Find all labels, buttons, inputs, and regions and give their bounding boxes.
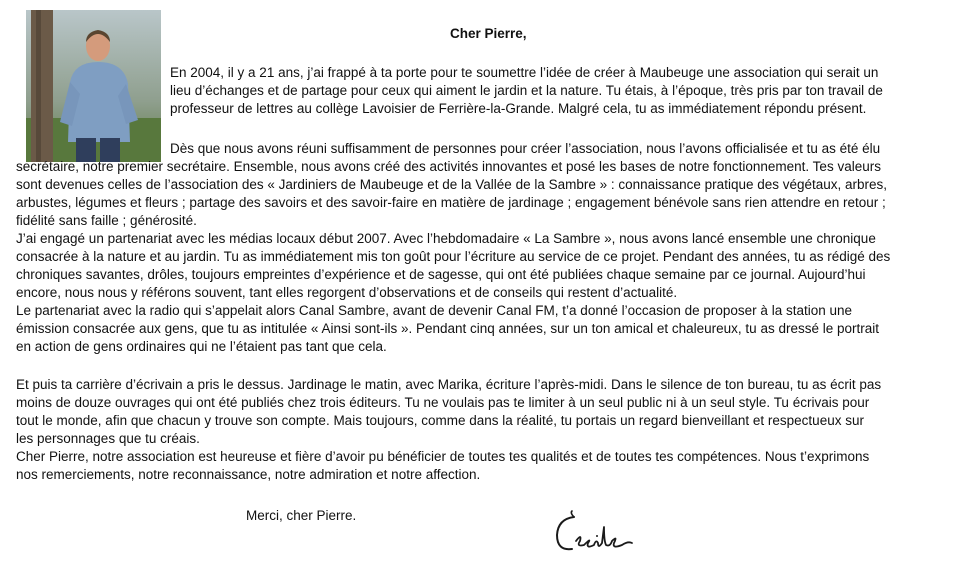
signature: [552, 505, 642, 563]
text-line: chroniques savantes, drôles, toujours empreintes d’expérience et de sagesse, qui ont été publiées chaque semaine par ce journal. Aujourd’hui: [16, 267, 866, 282]
text-line: consacrée à la nature et au jardin. Tu as immédiatement mis ton goût pour l’écriture au service de ce projet. Pendant des années, tu as rédigé des: [16, 249, 891, 264]
text-line: encore, nous nous y référons souvent, tant elles regorgent d’observations et de conseils qui restent d’actualité.: [16, 285, 678, 300]
text-line: J’ai engagé un partenariat avec les médias locaux début 2007. Avec l’hebdomadaire « La Sambre », nous avons lancé ensemble une chronique: [16, 231, 876, 246]
text-line: arbustes, légumes et fleurs ; partage des savoirs et des savoir-faire en matière de jardinage ; engagement bénévole sans rien attendre en retour ;: [16, 195, 886, 210]
text-line: moins de douze ouvrages qui ont été publiés chez trois éditeurs. Tu ne voulais pas te limiter à un seul public ni à un seul style. Tu écrivais pour: [16, 395, 870, 410]
text-line: secrétaire, notre premier secrétaire. Ensemble, nous avons créé des activités innovantes et posé les bases de notre fonctionnement. Tes valeurs: [16, 159, 881, 174]
portrait-illustration: [26, 10, 161, 162]
text-line: fidélité sans faille ; générosité.: [16, 213, 197, 228]
text-line: Le partenariat avec la radio qui s’appelait alors Canal Sambre, avant de devenir Canal FM, t’a donné l’occasion de proposer à la station une: [16, 303, 852, 318]
text-line: Et puis ta carrière d’écrivain a pris le dessus. Jardinage le matin, avec Marika, écriture l’après-midi. Dans le silence de ton bureau, tu as écrit pas: [16, 377, 882, 392]
text-line: En 2004, il y a 21 ans, j’ai frappé à ta porte pour te soumettre l’idée de créer à Maubeuge une association qui serait un: [170, 65, 879, 80]
text-line: lieu d’échanges et de partage pour ceux qui aiment le jardin et la nature. Tu étais, à l’époque, très pris par ton travail de: [170, 83, 883, 98]
text-line: Cher Pierre, notre association est heureuse et fière d’avoir pu bénéficier de toutes tes qualités et de toutes tes compétences. Nous t’exprimons: [16, 449, 870, 464]
handwritten-signature: [552, 505, 642, 563]
text-line: émission consacrée aux gens, que tu as intitulée « Ainsi sont-ils ». Pendant cinq années, sur un ton amical et chaleureux, tu as dressé le portrait: [16, 321, 879, 336]
text-line: les personnages que tu créais.: [16, 431, 200, 446]
text-line: professeur de lettres au collège Lavoisier de Ferrière-la-Grande. Malgré cela, tu as immédiatement répondu présent.: [170, 101, 867, 116]
closing-line: Merci, cher Pierre.: [246, 508, 357, 523]
salutation: Cher Pierre,: [450, 26, 527, 41]
text-line: Dès que nous avons réuni suffisamment de personnes pour créer l’association, nous l’avons officialisée et tu as été élu: [170, 141, 881, 156]
portrait-photo: [26, 10, 161, 162]
text-line: sont devenues celles de l’association des « Jardiniers de Maubeuge et de la Vallée de la Sambre » : connaissance pratique des végétaux, arbres,: [16, 177, 888, 192]
text-line: nos remerciements, notre reconnaissance, notre admiration et notre affection.: [16, 467, 481, 482]
text-line: tout le monde, afin que chacun y trouve son compte. Mais toujours, comme dans la réalité, tu portais un regard bienveillant et respectueux sur: [16, 413, 864, 428]
text-line: en action de gens ordinaires qui ne l’étaient pas tant que cela.: [16, 339, 387, 354]
